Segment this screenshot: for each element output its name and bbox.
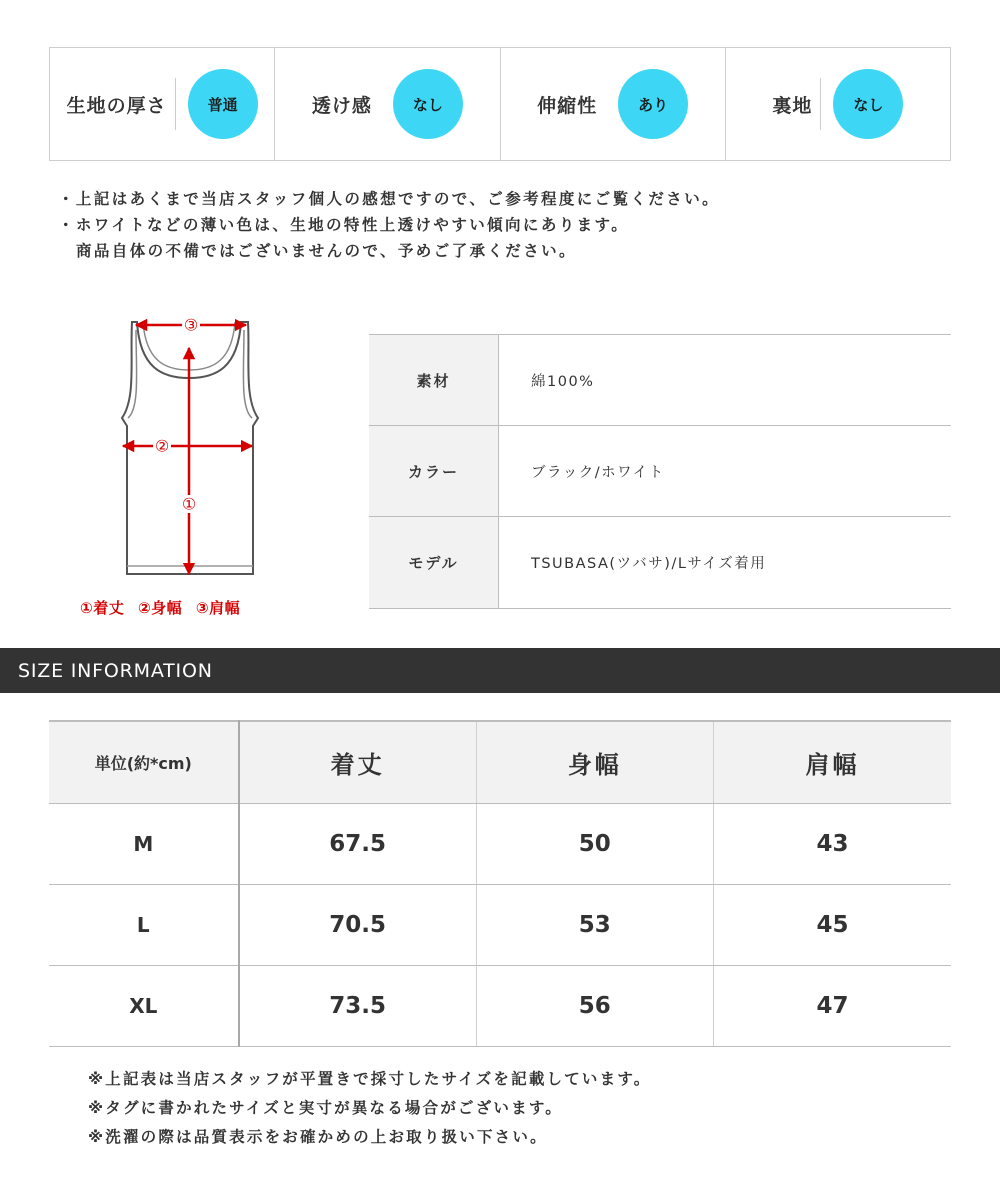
attr-thickness bbox=[50, 48, 275, 160]
size-cell: 70.5 bbox=[239, 884, 477, 965]
spec-value-material: 綿100% bbox=[531, 373, 595, 390]
legend-shoulder-width: ③肩幅 bbox=[195, 599, 241, 617]
attr-stretch bbox=[501, 48, 726, 160]
footnote-line: ※タグに書かれたサイズと実寸が異なる場合がございます。 bbox=[88, 1099, 563, 1117]
attr-sheerness-badge: なし bbox=[393, 69, 463, 139]
fabric-attributes bbox=[49, 47, 951, 161]
attr-sheerness-label: 透け感 bbox=[311, 94, 372, 117]
col-header-shoulder-width: 肩幅 bbox=[714, 721, 951, 803]
attr-divider bbox=[380, 78, 381, 130]
spec-row bbox=[369, 426, 951, 517]
spec-value-model: TSUBASA(ツバサ)/Lサイズ着用 bbox=[531, 556, 767, 572]
size-cell: 47 bbox=[714, 965, 951, 1046]
attr-lining-badge: なし bbox=[833, 69, 903, 139]
note-line: 商品自体の不備ではございませんので、予めご了承ください。 bbox=[76, 242, 577, 260]
notes bbox=[58, 186, 720, 264]
size-cell: 56 bbox=[476, 965, 713, 1046]
legend-length: ①着丈 bbox=[80, 599, 125, 617]
attr-divider bbox=[175, 78, 176, 130]
attr-thickness-badge: 普通 bbox=[188, 69, 258, 139]
attr-divider bbox=[605, 78, 606, 130]
col-header-length: 着丈 bbox=[239, 721, 477, 803]
size-label: M bbox=[49, 803, 239, 884]
footnote-line: ※洗濯の際は品質表示をお確かめの上お取り扱い下さい。 bbox=[88, 1128, 548, 1146]
size-cell: 73.5 bbox=[239, 965, 477, 1046]
marker-shoulder: ③ bbox=[183, 315, 199, 335]
size-info-title: SIZE INFORMATION bbox=[18, 659, 213, 682]
attr-thickness-label: 生地の厚さ bbox=[66, 94, 167, 117]
spec-row bbox=[369, 517, 951, 609]
table-row bbox=[49, 965, 951, 1046]
spec-value-color: ブラック/ホワイト bbox=[531, 464, 665, 481]
marker-length: ① bbox=[181, 494, 197, 514]
attr-lining bbox=[726, 48, 950, 160]
table-row bbox=[49, 803, 951, 884]
attr-sheerness bbox=[275, 48, 500, 160]
marker-body: ② bbox=[154, 436, 170, 456]
size-cell: 50 bbox=[476, 803, 713, 884]
tank-top-diagram bbox=[100, 308, 300, 588]
footnotes bbox=[88, 1065, 652, 1152]
size-table-header bbox=[49, 721, 951, 803]
spec-key-color: カラー bbox=[369, 426, 499, 516]
spec-key-model: モデル bbox=[369, 517, 499, 608]
size-cell: 45 bbox=[714, 884, 951, 965]
spec-table bbox=[369, 334, 951, 609]
legend-body-width: ②身幅 bbox=[137, 599, 183, 617]
attr-lining-label: 裏地 bbox=[772, 94, 813, 117]
size-label: L bbox=[49, 884, 239, 965]
size-cell: 67.5 bbox=[239, 803, 477, 884]
footnote-line: ※上記表は当店スタッフが平置きで採寸したサイズを記載しています。 bbox=[88, 1070, 652, 1088]
note-line: ・ホワイトなどの薄い色は、生地の特性上透けやすい傾向にあります。 bbox=[58, 216, 630, 234]
size-label: XL bbox=[49, 965, 239, 1046]
size-info-banner bbox=[0, 648, 1000, 693]
spec-row bbox=[369, 335, 951, 426]
size-cell: 53 bbox=[476, 884, 713, 965]
attr-stretch-badge: あり bbox=[618, 69, 688, 139]
size-cell: 43 bbox=[714, 803, 951, 884]
col-header-body-width: 身幅 bbox=[476, 721, 713, 803]
diagram-legend bbox=[80, 597, 248, 618]
attr-divider bbox=[820, 78, 821, 130]
table-row bbox=[49, 884, 951, 965]
note-line: ・上記はあくまで当店スタッフ個人の感想ですので、ご参考程度にご覧ください。 bbox=[58, 190, 720, 208]
size-table bbox=[49, 720, 951, 1047]
spec-key-material: 素材 bbox=[369, 335, 499, 425]
unit-header: 単位(約*cm) bbox=[49, 721, 239, 803]
attr-stretch-label: 伸縮性 bbox=[537, 94, 598, 117]
